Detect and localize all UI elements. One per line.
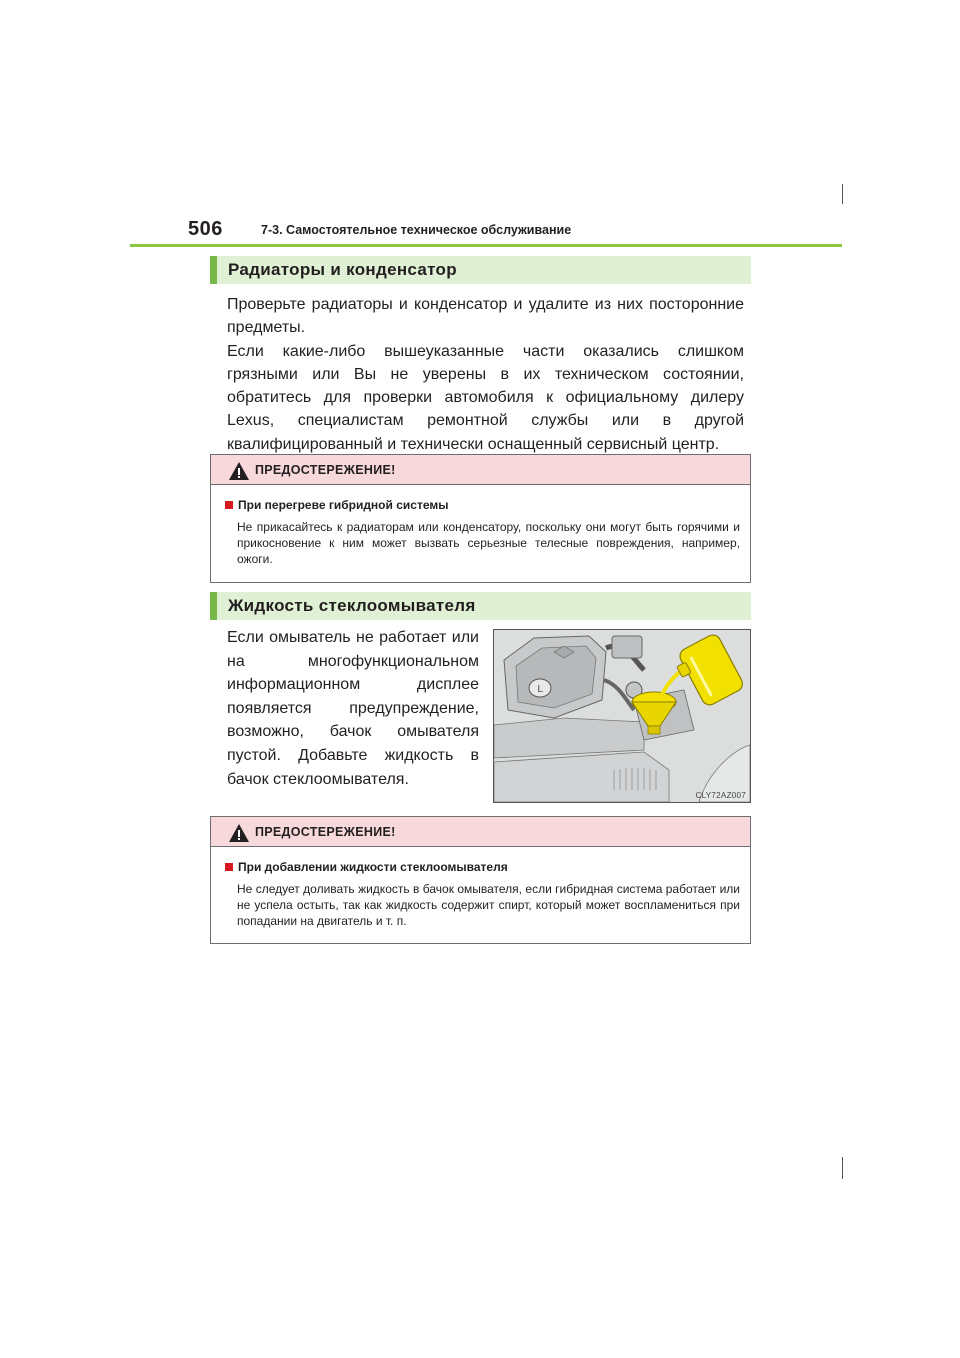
- caution-header: [211, 817, 750, 847]
- red-square-bullet-icon: [225, 863, 233, 871]
- caution-subheading: [225, 498, 740, 512]
- caution-text: Не следует доливать жидкость в бачок омывателя, если гибридная система работает или не успела остыть, так как жидкость содержит спирт, который может воспламениться при попадании на двигатель и т. п.: [237, 882, 740, 928]
- caution-label: ПРЕДОСТЕРЕЖЕНИЕ!: [255, 825, 396, 839]
- header-divider: [130, 244, 842, 247]
- caution-body: [211, 847, 750, 941]
- washer-paragraph: Если омыватель не работает или на многофункциональном информационном дисплее появляется предупреждение, возможно, бачок омывателя пустой. Добавьте жидкость в бачок стеклоомывателя.: [227, 629, 479, 788]
- caution-label: ПРЕДОСТЕРЕЖЕНИЕ!: [255, 463, 396, 477]
- radiators-heading: [210, 256, 751, 284]
- page-header: [130, 218, 842, 246]
- washer-heading: [210, 592, 751, 620]
- crop-mark-bottom: [842, 1157, 843, 1179]
- warning-triangle-icon: [228, 823, 250, 843]
- image-code: CLY72AZ007: [695, 791, 746, 800]
- page-number: 506: [188, 218, 223, 240]
- red-square-bullet-icon: [225, 501, 233, 509]
- caution-header: [211, 455, 750, 485]
- section-title: 7-3. Самостоятельное техническое обслуживание: [261, 223, 572, 237]
- washer-heading-text: Жидкость стеклоомывателя: [228, 596, 476, 615]
- caution-box-overheat: [210, 454, 751, 583]
- crop-mark-top: [842, 184, 843, 204]
- caution-subheading-text: При перегреве гибридной системы: [238, 498, 449, 512]
- warning-triangle-icon: [228, 461, 250, 481]
- caution-box-washer: [210, 816, 751, 944]
- washer-fill-illustration: [494, 630, 750, 802]
- svg-text:L: L: [537, 684, 543, 695]
- radiators-paragraph-1: Проверьте радиаторы и конденсатор и удалите из них посторонние предметы.: [227, 296, 744, 337]
- caution-body: [211, 485, 750, 579]
- radiators-body: [227, 293, 744, 456]
- radiators-paragraph-2: Если какие-либо вышеуказанные части оказались слишком грязными или Вы не уверены в их техническом состоянии, обратитесь для проверки автомобиля к официальному дилеру Lexus, специалистам ремонтной службы или в другой квалифицированный и технически оснащенный сервисный центр.: [227, 342, 744, 453]
- caution-subheading: [225, 860, 740, 874]
- caution-text: Не прикасайтесь к радиаторам или конденсатору, поскольку они могут быть горячими и прикосновение к ним может вызвать серьезные телесные повреждения, например, ожоги.: [237, 520, 740, 566]
- caution-subheading-text: При добавлении жидкости стеклоомывателя: [238, 860, 508, 874]
- washer-body: [227, 626, 479, 791]
- engine-bay-washer-image: [493, 629, 751, 803]
- radiators-heading-text: Радиаторы и конденсатор: [228, 260, 457, 279]
